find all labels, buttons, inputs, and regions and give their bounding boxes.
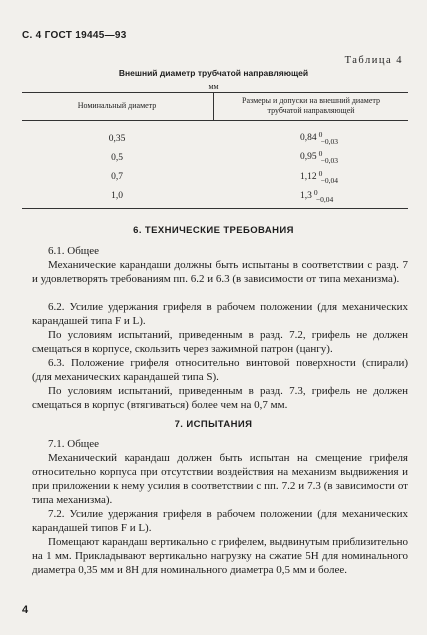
tolerance-upper: 0: [318, 149, 323, 158]
table-col-size-header-line1: Размеры и допуски на внешний диаметр: [242, 96, 380, 105]
section-6-title: 6. ТЕХНИЧЕСКИЕ ТРЕБОВАНИЯ: [133, 225, 294, 236]
size-value: 0,84: [300, 133, 317, 144]
paragraph-7-1: 7.1. Общее: [48, 438, 100, 450]
tolerance: [319, 150, 338, 164]
table-cell-size: [300, 170, 338, 184]
tolerance-lower: −0,04: [320, 176, 338, 185]
tolerance: [314, 189, 333, 203]
paragraph-6-3-body: По условиям испытаний, приведенным в разд. 7.3, грифель не должен смещаться в корпус (втягиваться) более чем на 0,7 мм.: [32, 385, 408, 411]
tolerance: [319, 131, 338, 145]
paragraph-6-2-body: По условиям испытаний, приведенным в разд. 7.2, грифель не должен смещаться в корпусе, скользить через зажимной патрон (цангу).: [32, 329, 408, 355]
tolerance-lower: −0,03: [320, 137, 338, 146]
table-bottom-rule: [22, 208, 408, 209]
paragraph-6-1: 6.1. Общее: [48, 245, 100, 257]
table-caption: Таблица 4: [344, 55, 403, 66]
size-value: 0,95: [300, 152, 317, 163]
tolerance-lower: −0,03: [320, 156, 338, 165]
table-cell-nominal: 0,35: [108, 134, 126, 144]
tolerance-lower: −0,04: [315, 195, 334, 204]
table-title: Внешний диаметр трубчатой направляющей: [118, 68, 309, 78]
table-col-nominal-header: Номинальный диаметр: [77, 101, 157, 110]
tolerance-upper: 0: [318, 169, 323, 178]
table-cell-nominal: 0,7: [111, 172, 123, 182]
table-cell-size: [300, 131, 338, 145]
running-header: С. 4 ГОСТ 19445—93: [22, 30, 127, 41]
table-col-size-header: [214, 96, 408, 116]
table-col-size-header-line2: трубчатой направляющей: [267, 106, 355, 115]
table-cell-size: [300, 189, 333, 203]
table-top-rule: [22, 92, 408, 93]
paragraph-6-1-body: Механические карандаши должны быть испытаны в соответствии с разд. 7 и удовлетворять требованиям пп. 6.2 и 6.3 (в зависимости от типа механизма).: [32, 259, 408, 285]
table-cell-nominal: 0,5: [111, 153, 123, 163]
table-header-rule: [22, 120, 408, 121]
table-units: мм: [208, 82, 219, 91]
paragraph-7-2: 7.2. Усилие удержания грифеля в рабочем положении (для механических карандашей типов F и L).: [32, 508, 408, 534]
page-number: 4: [22, 604, 29, 616]
tolerance-upper: 0: [318, 130, 323, 139]
tolerance-upper: 0: [313, 188, 318, 197]
paragraph-7-1-body: Механический карандаш должен быть испытан на смещение грифеля относительно корпуса при отсутствии воздействия на механизм выдвижения и при приложении к нему усилия в соответствии с пп. 7.2 и 7.3 (в зависимости от типа механизма).: [32, 452, 408, 506]
paragraph-7-2-body: Помещают карандаш вертикально с грифелем, выдвинутым приблизительно на 1 мм. Прикладывают вертикально нагрузку на сжатие 5Н для номинального диаметра 0,35 мм и 8Н для номинального диаметра 0,5 мм и более.: [32, 536, 408, 576]
size-value: 1,3: [300, 191, 312, 202]
tolerance: [319, 170, 338, 184]
paragraph-6-2: 6.2. Усилие удержания грифеля в рабочем положении (для механических карандашей типа F и L).: [32, 301, 408, 327]
section-7-title: 7. ИСПЫТАНИЯ: [174, 419, 253, 430]
table-cell-nominal: 1,0: [111, 191, 123, 201]
paragraph-6-3: 6.3. Положение грифеля относительно винтовой поверхности (спирали) (для механических карандашей типа S).: [32, 357, 408, 383]
table-cell-size: [300, 150, 338, 164]
size-value: 1,12: [300, 172, 317, 183]
